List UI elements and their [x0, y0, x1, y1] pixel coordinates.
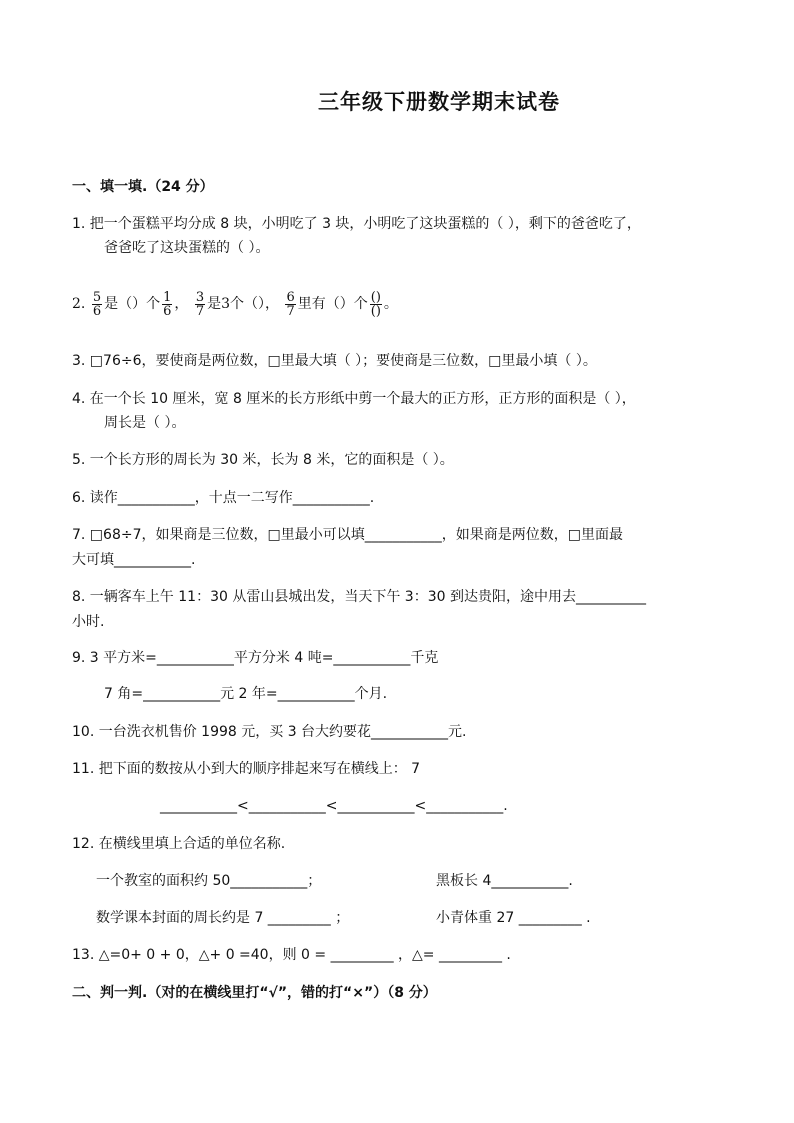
page-title: 三年级下册数学期末试卷 [318, 90, 560, 114]
fraction-blank: $\frac{()}{()}$ [370, 289, 381, 319]
question-9-line-1: 9. 3 平方米=___________平方分米 4 吨=___________千克 [72, 650, 439, 666]
question-7-line-1: 7. □68÷7，如果商是三位数，□里最小可以填___________，如果商是两位数，□里面最 [72, 527, 623, 543]
question-12-blackboard-length: 黑板长 4___________. [436, 873, 573, 889]
question-11-answer-line: ___________<___________<___________<___________. [160, 798, 508, 814]
question-8-line-1: 8. 一辆客车上午 11：30 从雷山县城出发，当天下午 3：30 到达贵阳，途中用去__________ [72, 589, 646, 605]
fraction-1-6: $\frac{1}{6}$ [163, 289, 172, 319]
question-10: 10. 一台洗衣机售价 1998 元，买 3 台大约要花___________元. [72, 724, 467, 740]
question-4-line-2: 周长是（ ）。 [104, 415, 186, 431]
question-12: 12. 在横线里填上合适的单位名称. [72, 836, 286, 852]
question-1-line-2: 爸爸吃了这块蛋糕的（ ）。 [104, 240, 270, 256]
question-1-line-1: 1. 把一个蛋糕平均分成 8 块，小明吃了 3 块，小明吃了这块蛋糕的（ ），剩下的爸爸吃了， [72, 216, 641, 232]
question-3: 3. □76÷6，要使商是两位数，□里最大填（ ）；要使商是三位数，□里最小填（ ）。 [72, 353, 597, 369]
question-7-line-2: 大可填___________. [72, 552, 196, 568]
question-2-text-1: 是（）个 [104, 296, 161, 312]
section-1-heading: 一、填一填.（24 分） [72, 179, 214, 195]
question-13: 13. △=0+ 0 + 0，△+ 0 =40，则 0 = _________ ，△= _________ . [72, 947, 511, 963]
fraction-6-7: $\frac{6}{7}$ [286, 289, 295, 319]
question-12-weight: 小青体重 27 _________ . [436, 910, 591, 926]
question-9-line-2: 7 角=___________元 2 年=___________个月. [104, 686, 388, 702]
fraction-5-6: $\frac{5}{6}$ [92, 289, 102, 319]
question-8-line-2: 小时. [72, 614, 105, 630]
question-5: 5. 一个长方形的周长为 30 米，长为 8 米，它的面积是（ ）。 [72, 452, 454, 468]
question-2-text-5: 。 [383, 296, 398, 312]
question-2-number: 2. [72, 296, 86, 312]
question-12-classroom-area: 一个教室的面积约 50___________； [96, 873, 322, 889]
question-11-line-1: 11. 把下面的数按从小到大的顺序排起来写在横线上： 7 [72, 761, 421, 777]
question-4-line-1: 4. 在一个长 10 厘米，宽 8 厘米的长方形纸中剪一个最大的正方形，正方形的面积是（ ）， [72, 391, 636, 407]
question-12-book-perimeter: 数学课本封面的周长约是 7 _________ ； [96, 910, 350, 926]
fraction-3-7: $\frac{3}{7}$ [195, 289, 205, 319]
question-2-text-2: ， [174, 296, 189, 312]
question-2-text-4: 里有（）个 [297, 296, 368, 312]
question-2 [72, 286, 398, 322]
question-2-text-3: 是3个（）， [207, 296, 280, 312]
question-6: 6. 读作___________，十点一二写作___________. [72, 490, 375, 506]
section-2-heading: 二、判一判.（对的在横线里打“√”，错的打“×”）（8 分） [72, 985, 437, 1001]
